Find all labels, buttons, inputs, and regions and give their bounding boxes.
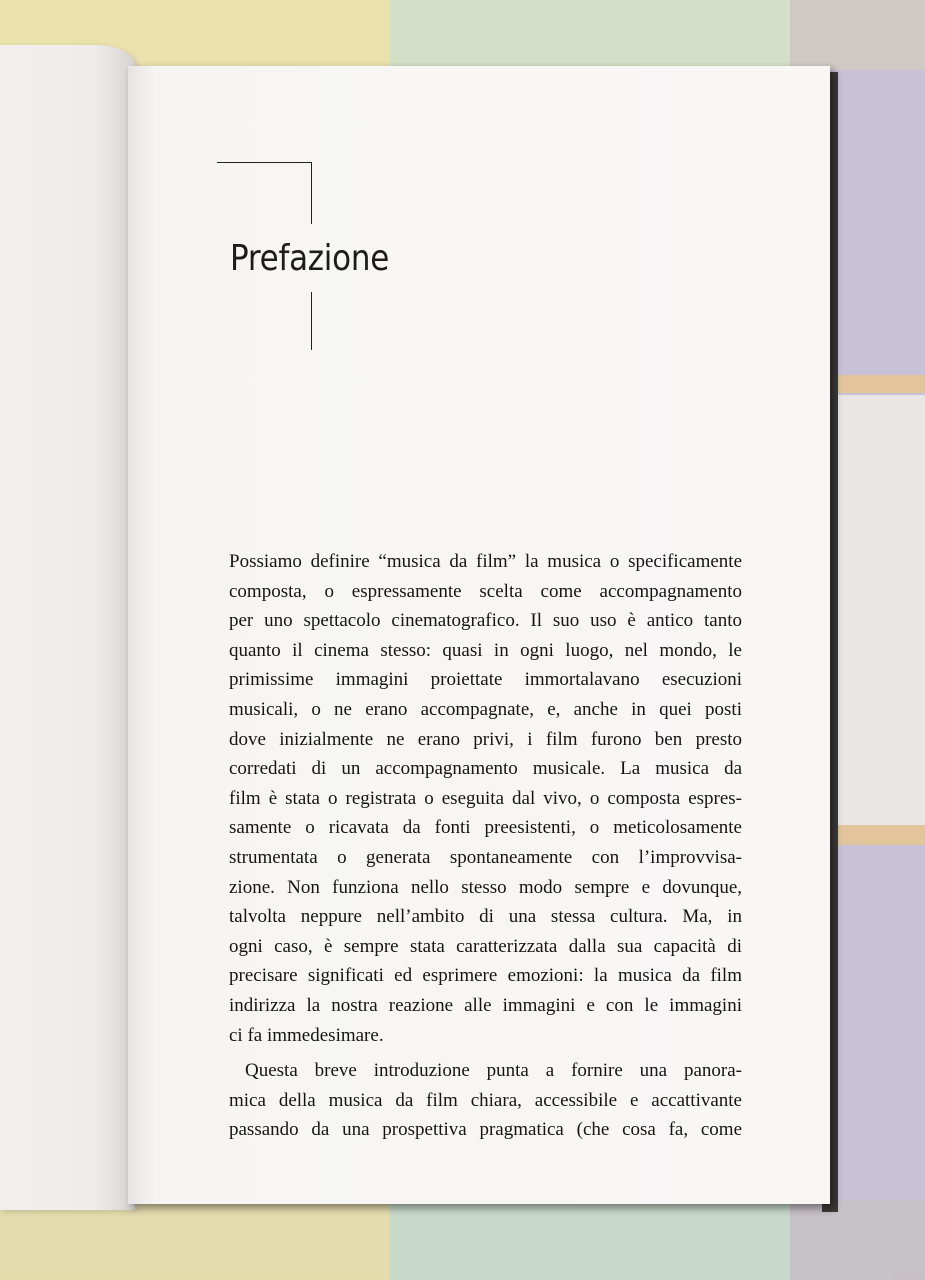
text-line: primissime immagini proiettate immortalavano esecuzioni — [229, 669, 742, 691]
text-line: zione. Non funziona nello stesso modo sempre e dovunque, — [229, 876, 742, 898]
text-line: film è stata o registrata o eseguita dal vivo, o composta espres- — [229, 787, 742, 809]
text-line: ci fa immedesimare. — [229, 1024, 384, 1046]
text-line: passando da una prospettiva pragmatica (che cosa fa, come — [229, 1119, 742, 1141]
text-line: ogni caso, è sempre stata caratterizzata dalla sua capacità di — [229, 935, 742, 957]
title-bracket-top — [217, 162, 312, 163]
text-line: Possiamo definire “musica da film” la musica o specificamente — [229, 551, 742, 572]
text-line: precisare significati ed esprimere emozioni: la musica da film — [229, 965, 742, 987]
text-line: quanto il cinema stesso: quasi in ogni luogo, nel mondo, le — [229, 639, 742, 661]
text-line: mica della musica da film chiara, accessibile e accattivante — [229, 1089, 742, 1111]
text-line: samente o ricavata da fonti preesistenti, o meticolosamente — [229, 817, 742, 839]
text-line: musicali, o ne erano accompagnate, e, anche in quei posti — [229, 698, 742, 720]
text-line: corredati di un accompagnamento musicale. La musica da — [229, 758, 742, 780]
text-line: dove inizialmente ne erano privi, i film furono ben presto — [229, 728, 742, 750]
left-page — [0, 45, 135, 1210]
text-line: Questa breve introduzione punta a fornire una panora- — [245, 1060, 742, 1082]
text-line: composta, o espressamente scelta come accompagnamento — [229, 580, 742, 602]
page-title: Prefazione — [230, 238, 389, 279]
text-line: strumentata o generata spontaneamente con l’improvvisa- — [229, 846, 742, 868]
text-line: per uno spettacolo cinematografico. Il suo uso è antico tanto — [229, 610, 742, 632]
text-line: talvolta neppure nell’ambito di una stessa cultura. Ma, in — [229, 906, 742, 928]
body-text — [229, 547, 742, 1145]
title-bracket-upper — [311, 162, 312, 224]
text-line: indirizza la nostra reazione alle immagini e con le immagini — [229, 994, 742, 1016]
title-bracket-lower — [311, 292, 312, 350]
